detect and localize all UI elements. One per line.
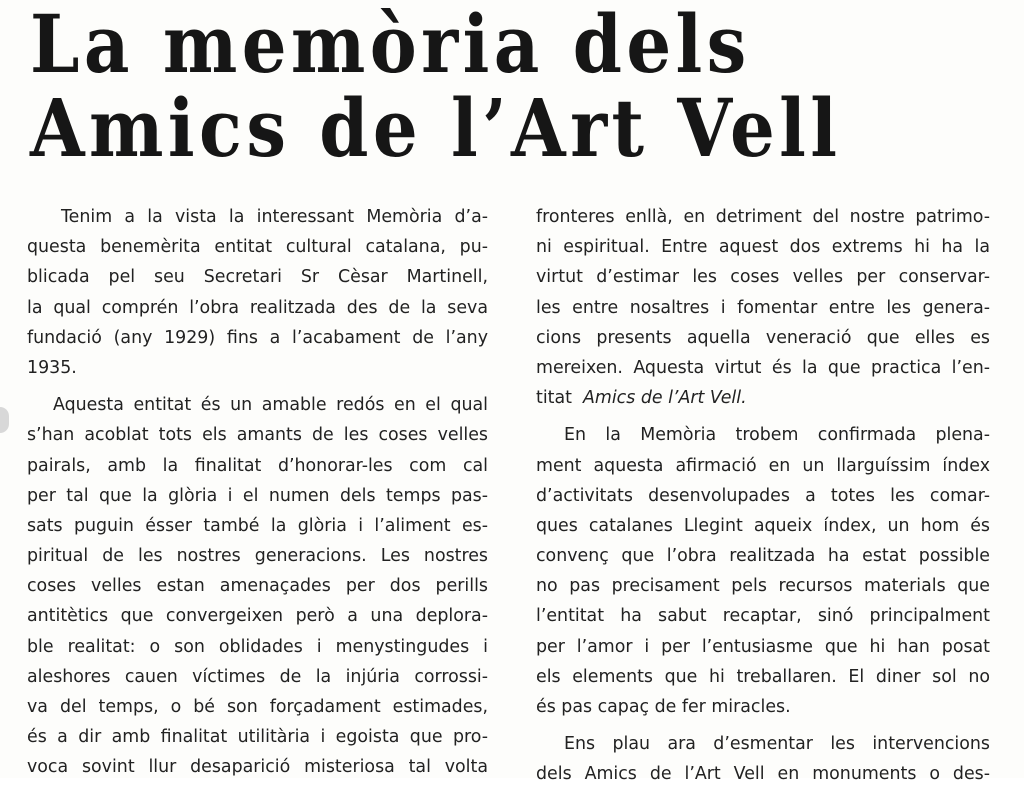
text-line: no pas precisament pels recursos materials que xyxy=(536,576,990,597)
text-line: és a dir amb finalitat utilitària i egoista que pro- xyxy=(27,727,488,748)
text-line: ques catalanes Llegint aqueix índex, un hom és xyxy=(536,515,990,536)
text-line: per l’amor i per l’entusiasme que hi han posat xyxy=(536,636,990,657)
article-column-right xyxy=(536,202,990,790)
text-line: és pas capaç de fer miracles. xyxy=(536,697,791,717)
text-line: d’activitats desenvolupades a totes les comar- xyxy=(536,485,990,506)
text-line: pairals, amb la finalitat d’honorar-les com cal xyxy=(27,455,488,476)
text-line: ble realitat: o son oblidades i menystingudes i xyxy=(27,636,488,657)
text-line: ni espiritual. Entre aquest dos extrems hi ha la xyxy=(536,237,990,258)
text-line: blicada pel seu Secretari Sr Cèsar Martinell, xyxy=(27,267,488,288)
text-line: les entre nosaltres i fomentar entre les genera- xyxy=(536,297,990,318)
text-line: fundació (any 1929) fins a l’acabament de l’any xyxy=(27,327,488,348)
text-line: fronteres enllà, en detriment del nostre patrimo- xyxy=(536,207,990,227)
text-line: ment aquesta afirmació en un llarguíssim índex xyxy=(536,455,990,476)
entity-name-italic: Amics de l’Art Vell. xyxy=(583,388,747,409)
article-headline xyxy=(30,0,842,175)
text-line: questa benemèrita entitat cultural catalana, pu- xyxy=(27,237,488,258)
text-line: l’entitat ha sabut recaptar, sinó principalment xyxy=(536,606,990,627)
text-line: coses velles estan amenaçades per dos perills xyxy=(27,576,488,597)
text-line: s’han acoblat tots els amants de les coses velles xyxy=(27,425,488,446)
text-fragment: titat xyxy=(536,388,572,409)
text-line: la qual comprén l’obra realitzada des de la seva xyxy=(27,297,488,318)
article-column-left xyxy=(27,202,488,783)
text-line: Tenim a la vista la interessant Memòria d’a- xyxy=(61,207,488,227)
text-line: dels Amics de l’Art Vell en monuments o des- xyxy=(536,764,990,785)
text-line: aleshores cauen víctimes de la injúria corrossi- xyxy=(27,666,488,687)
text-line: antitètics que convergeixen però a una deplora- xyxy=(27,606,488,627)
text-line: els elements que hi treballaren. El diner sol no xyxy=(536,666,990,687)
text-line: En la Memòria trobem confirmada plena- xyxy=(564,425,990,446)
text-line: virtut d’estimar les coses velles per conservar- xyxy=(536,267,990,288)
text-line xyxy=(536,383,990,413)
text-line: piritual de les nostres generacions. Les nostres xyxy=(27,546,488,567)
headline-line: Amics de l’Art Vell xyxy=(30,81,842,175)
text-line: sats puguin ésser també la glòria i l’aliment es- xyxy=(27,515,488,536)
text-line: 1935. xyxy=(27,357,77,378)
text-line: voca sovint llur desaparició misteriosa tal volta xyxy=(27,757,488,778)
text-line: va del temps, o bé son forçadament estimades, xyxy=(27,697,488,717)
text-line: convenç que l’obra realitzada ha estat possible xyxy=(536,546,990,567)
text-line: cions presents aquella veneració que elles es xyxy=(536,327,990,348)
text-line: per tal que la glòria i el numen dels temps pas- xyxy=(27,485,488,506)
text-line: mereixen. Aquesta virtut és la que practica l’en- xyxy=(536,357,990,378)
headline-line: La memòria dels xyxy=(30,0,751,91)
paper-edge-shadow xyxy=(0,407,9,433)
text-line: Ens plau ara d’esmentar les intervencions xyxy=(564,734,990,755)
text-line: Aquesta entitat és un amable redós en el qual xyxy=(53,395,488,416)
